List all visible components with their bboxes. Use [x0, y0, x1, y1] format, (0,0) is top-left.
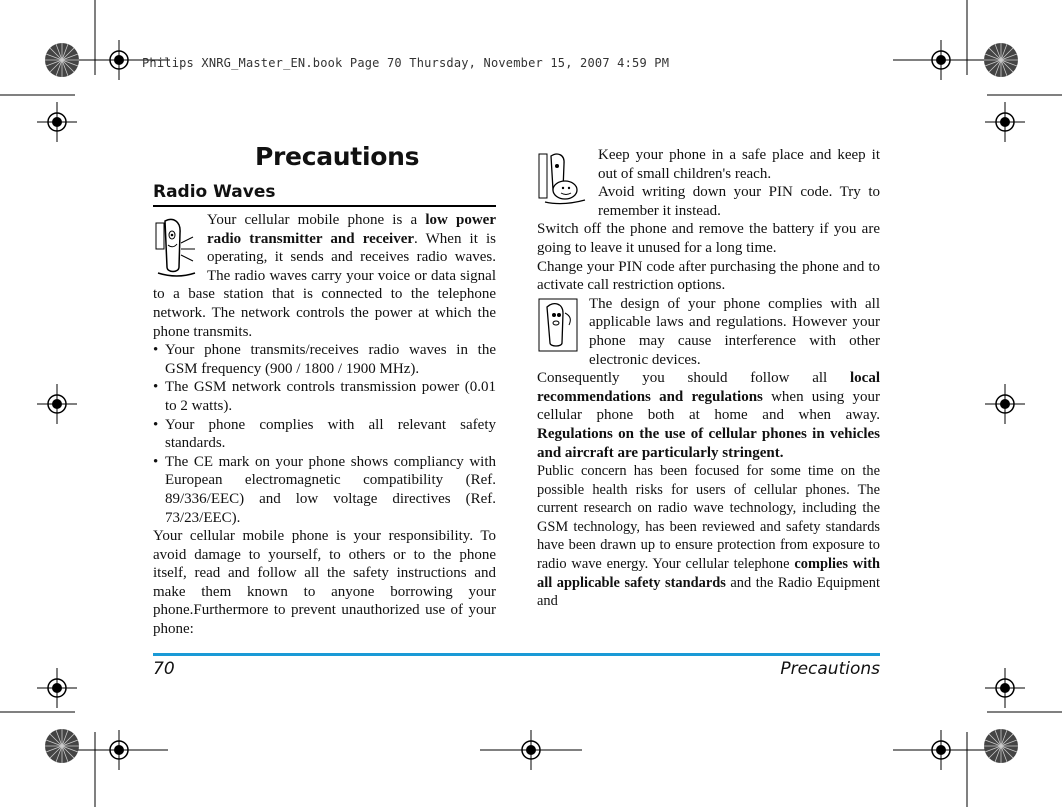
print-header: Philips XNRG_Master_EN.book Page 70 Thursday, November 15, 2007 4:59 PM: [142, 56, 670, 70]
list-item: • The CE mark on your phone shows compliancy with European electromagnetic compatibility (Ref. 89/336/EEC) and low voltage directives (Ref. 73/23/EEC).: [153, 453, 496, 527]
page-number: 70: [153, 659, 175, 679]
responsibility-paragraph: Your cellular mobile phone is your responsibility. To avoid damage to yourself, to others or to the phone itself, read and follow all the safety instructions and make them known to anyone borrowing your phone.Furthermore to prevent unauthorized use of your phone:: [153, 528, 496, 638]
intro-text-c: . When it is operating, it sends and receives radio waves. The radio waves carry your voice or data signal to a base station that is connected to the telephone network. The network controls the power at which the phone transmits.: [153, 230, 496, 340]
left-column: [153, 211, 496, 639]
right-column: [537, 146, 880, 611]
phone-waves-icon: [153, 215, 199, 279]
intro-paragraph: [153, 211, 496, 341]
health-text-c: and the Radio Equipment and: [537, 574, 880, 610]
list-item: • Your phone transmits/receives radio waves in the GSM frequency (900 / 1800 / 1900 MHz).: [153, 341, 496, 378]
change-pin-paragraph: Change your PIN code after purchasing the phone and to activate call restriction options.: [537, 258, 880, 294]
phone-warning-icon: [537, 297, 581, 353]
phone-baby-icon: [537, 150, 589, 206]
regulations-text-c: when using your cellular phone both at home and when away.: [537, 388, 880, 424]
pin-paragraph: Avoid writing down your PIN code. Try to remember it instead.: [598, 184, 880, 219]
bullet-list: [153, 341, 496, 527]
health-text-bold: complies with all applicable safety standards: [537, 556, 880, 591]
page-title: Precautions: [255, 142, 420, 171]
health-text-a: Public concern has been focused for some time on the possible health risks for users of cellular phones. The current research on radio wave technology, including the GSM technology, has been reviewed and safety standards have been drawn up to ensure protection from exposure to radio wave energy. Your cellular telephone: [537, 463, 880, 573]
switch-off-paragraph: Switch off the phone and remove the battery if you are going to leave it unused for a long time.: [537, 221, 880, 256]
health-paragraph: [537, 462, 880, 611]
footer-section-title: Precautions: [780, 659, 880, 679]
list-item: • The GSM network controls transmission power (0.01 to 2 watts).: [153, 378, 496, 415]
list-item: • Your phone complies with all relevant safety standards.: [153, 416, 496, 453]
regulations-paragraph: [537, 369, 880, 462]
design-paragraph: The design of your phone complies with all applicable laws and regulations. However your phone may cause interference with other electronic devices.: [589, 295, 880, 368]
vehicles-text-bold: Regulations on the use of cellular phones in vehicles and aircraft are particularly stringent.: [537, 425, 880, 461]
safe-place-paragraph: Keep your phone in a safe place and keep it out of small children's reach.: [598, 147, 880, 182]
regulations-text-a: Consequently you should follow all: [537, 370, 850, 387]
regulations-text-bold: local recommendations and regulations: [537, 370, 880, 405]
intro-text-a: Your cellular mobile phone is a: [207, 212, 426, 228]
intro-text-bold: low power radio transmitter and receiver: [207, 212, 496, 247]
section-heading: Radio Waves: [153, 182, 496, 207]
footer-rule: [153, 653, 880, 656]
